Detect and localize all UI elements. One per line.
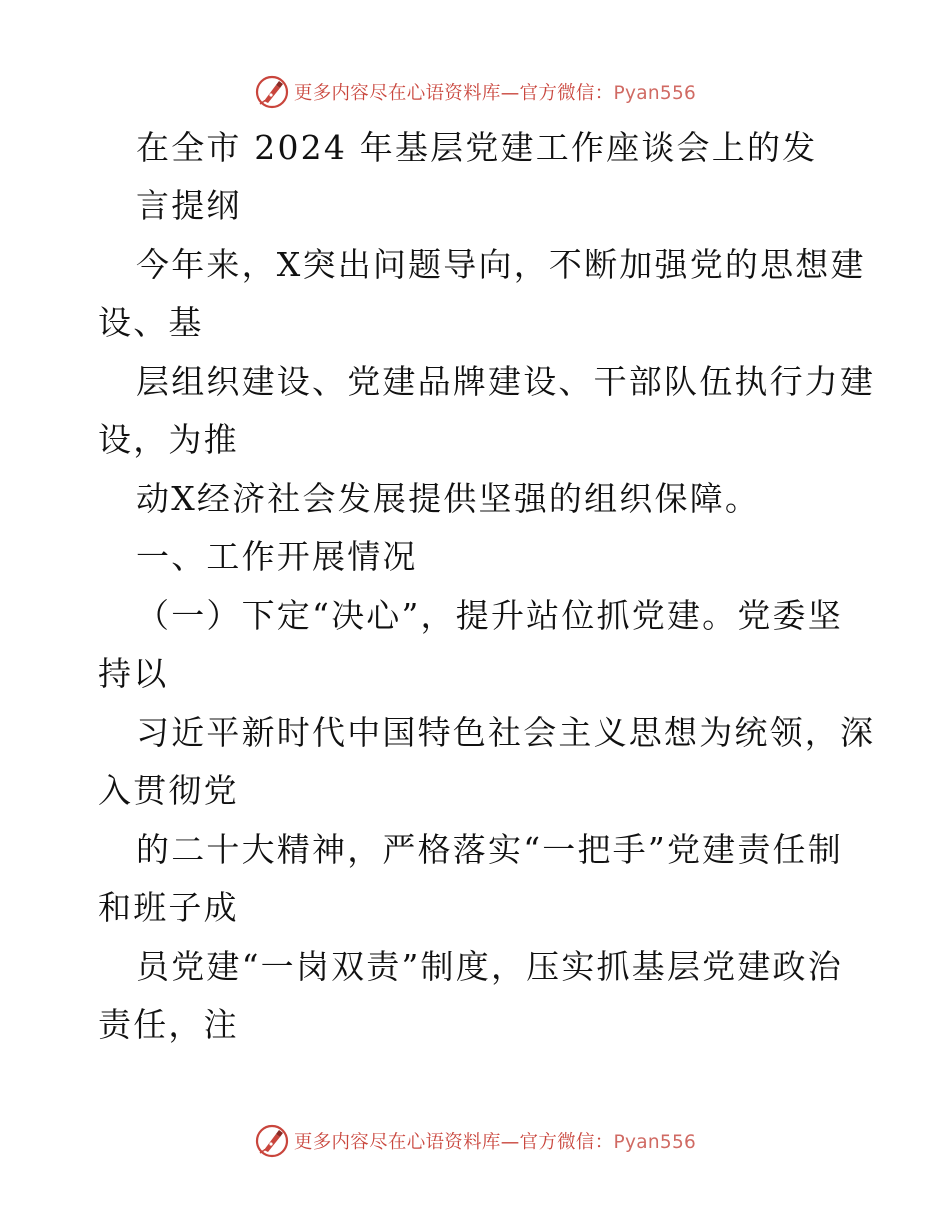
banner-main-text: 更多内容尽在心语资料库 — [293, 1132, 501, 1153]
paragraph-line: 和班子成 — [98, 888, 239, 927]
paragraph-line: 设，为推 — [98, 420, 239, 459]
paragraph-line: 入贯彻党 — [98, 771, 239, 810]
pen-nib-logo-icon — [254, 1123, 290, 1159]
paragraph-line: 今年来，X突出问题导向，不断加强党的思想建 — [136, 245, 866, 284]
header-banner — [0, 72, 950, 112]
banner-wechat-account: Pyan556 — [613, 1132, 697, 1153]
section-heading: 一、工作开展情况 — [136, 537, 418, 576]
paragraph-line: 层组织建设、党建品牌建设、干部队伍执行力建 — [136, 362, 876, 401]
paragraph-line: 员党建“一岗双责”制度，压实抓基层党建政治 — [136, 947, 843, 986]
banner-main-text: 更多内容尽在心语资料库 — [293, 83, 501, 104]
paragraph-line: 责任，注 — [98, 1005, 239, 1044]
title-line-1: 在全市 2024 年基层党建工作座谈会上的发 — [136, 128, 818, 167]
footer-banner — [0, 1121, 950, 1161]
banner-wechat-label: 官方微信： — [519, 1132, 614, 1153]
paragraph-line: 持以 — [98, 654, 169, 693]
banner-separator: — — [500, 83, 520, 104]
paragraph-line: 习近平新时代中国特色社会主义思想为统领，深 — [136, 713, 876, 752]
title-line-2: 言提纲 — [136, 186, 242, 225]
paragraph-line: 设、基 — [98, 303, 204, 342]
banner-separator: — — [500, 1132, 520, 1153]
paragraph-line: （一）下定“决心”，提升站位抓党建。党委坚 — [136, 596, 843, 635]
banner-wechat-account: Pyan556 — [613, 83, 697, 104]
banner-wechat-label: 官方微信： — [519, 83, 614, 104]
paragraph-line: 的二十大精神，严格落实“一把手”党建责任制 — [136, 830, 843, 869]
paragraph-line: 动X经济社会发展提供坚强的组织保障。 — [136, 479, 761, 518]
pen-nib-logo-icon — [254, 74, 290, 110]
